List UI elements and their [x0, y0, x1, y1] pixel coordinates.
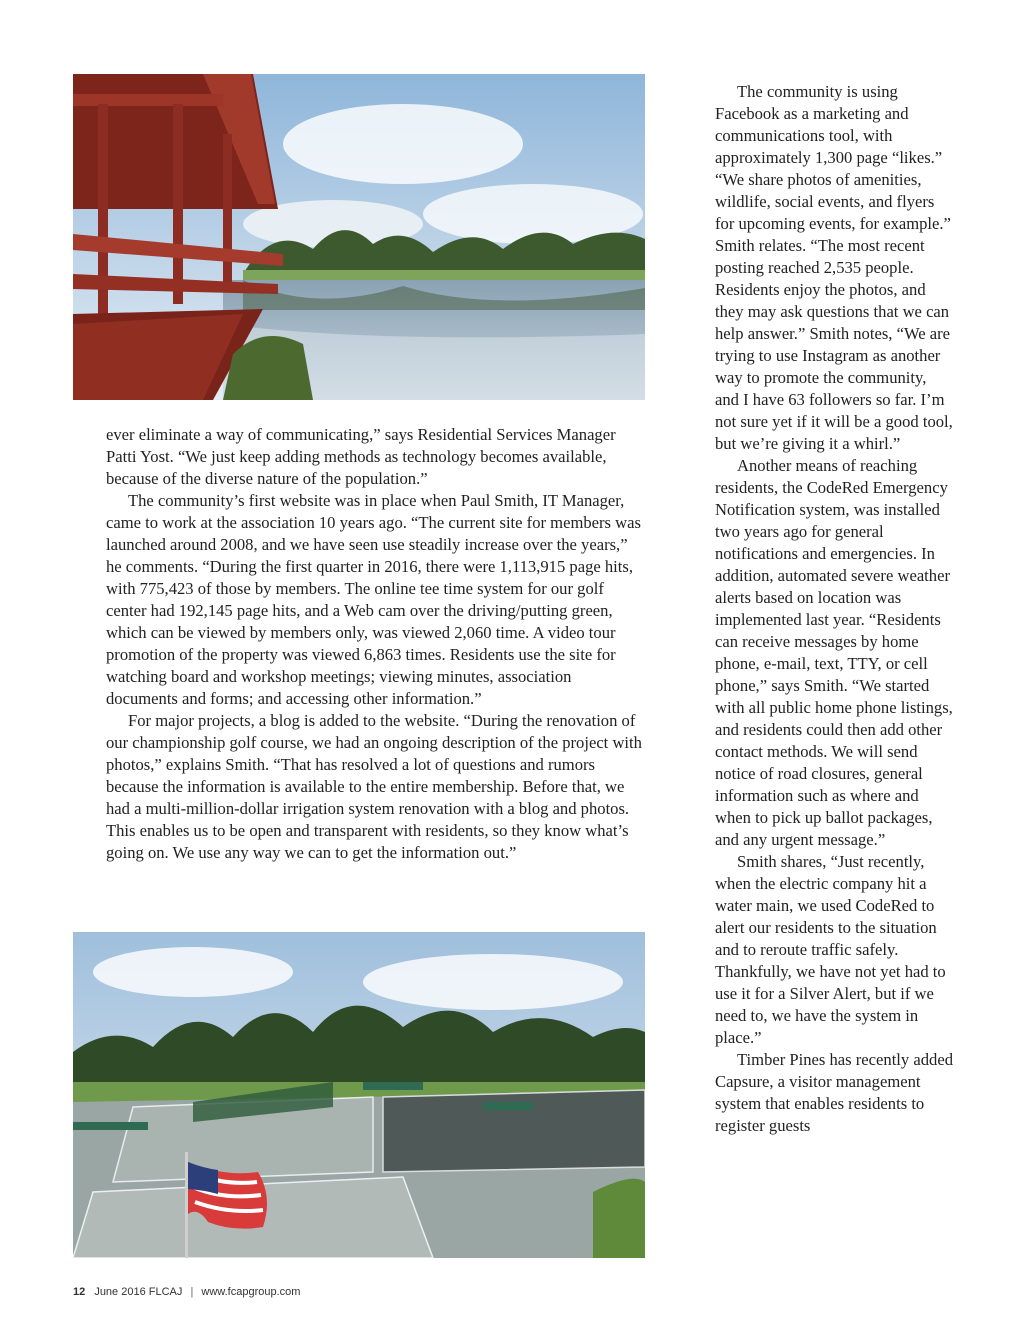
article-side-column — [715, 81, 953, 1137]
issue-date: June 2016 — [94, 1286, 146, 1298]
gazebo-lake-photo — [73, 74, 645, 400]
footer-url: www.fcapgroup.com — [201, 1286, 301, 1298]
page-footer — [73, 1286, 300, 1298]
side-paragraph-4: Timber Pines has recently added Capsure, a visitor management system that enables residents to register guests — [715, 1050, 953, 1135]
footer-separator: | — [190, 1286, 194, 1298]
tennis-courts-photo — [73, 932, 645, 1258]
main-paragraph-2: The community’s first website was in place when Paul Smith, IT Manager, came to work at the association 10 years ago. “The current site for members was launched around 2008, and we have seen use steadily increase over the years,” he comments. “During the first quarter in 2016, there were 1,113,915 page hits, with 775,423 of those by members. The online tee time system for our golf center had 192,145 page hits, and a Web cam over the driving/putting green, which can be viewed by members only, was viewed 2,060 time. A video tour promotion of the property was viewed 6,863 times. Residents use the site for watching board and workshop meetings; viewing minutes, association documents and forms; and accessing other information.” — [106, 491, 641, 708]
side-paragraph-2: Another means of reaching residents, the CodeRed Emergency Notification system, was installed two years ago for general notifications and emergencies. In addition, automated severe weather alerts based on location was implemented last year. “Residents can receive messages by home phone, e-mail, text, TTY, or cell phone,” says Smith. “We started with all public home phone listings, and residents could then add other contact methods. We will send notice of road closures, general information such as where and when to pick up ballot packages, and any urgent message.” — [715, 456, 953, 849]
publication-name: FLCAJ — [148, 1286, 183, 1298]
side-paragraph-3: Smith shares, “Just recently, when the electric company hit a water main, we used CodeRed to alert our residents to the situation and to reroute traffic safely. Thankfully, we have not yet had to use it for a Silver Alert, but if we need to, we have the system in place.” — [715, 852, 946, 1047]
article-main-column — [106, 424, 646, 864]
page-number: 12 — [73, 1286, 86, 1298]
main-paragraph-3: For major projects, a blog is added to the website. “During the renovation of our championship golf course, we had an ongoing description of the project with photos,” explains Smith. “That has resolved a lot of questions and rumors because the information is available to the entire membership. Before that, we had a multi-million-dollar irrigation system renovation with a blog and photos. This enables us to be open and transparent with residents, so they know what’s going on. We use any way we can to get the information out.” — [106, 711, 642, 862]
main-paragraph-1: ever eliminate a way of communicating,” says Residential Services Manager Patti Yost. “We just keep adding methods as technology becomes available, because of the diverse nature of the population.” — [106, 425, 616, 488]
side-paragraph-1: The community is using Facebook as a marketing and communications tool, with approximately 1,300 page “likes.” “We share photos of amenities, wildlife, social events, and flyers for upcoming events, for example.” Smith relates. “The most recent posting reached 2,535 people. Residents enjoy the photos, and they may ask questions that we can help answer.” Smith notes, “We are trying to use Instagram as another way to promote the community, and I have 63 followers so far. I’m not sure yet if it will be a good tool, but we’re giving it a whirl.” — [715, 82, 953, 453]
